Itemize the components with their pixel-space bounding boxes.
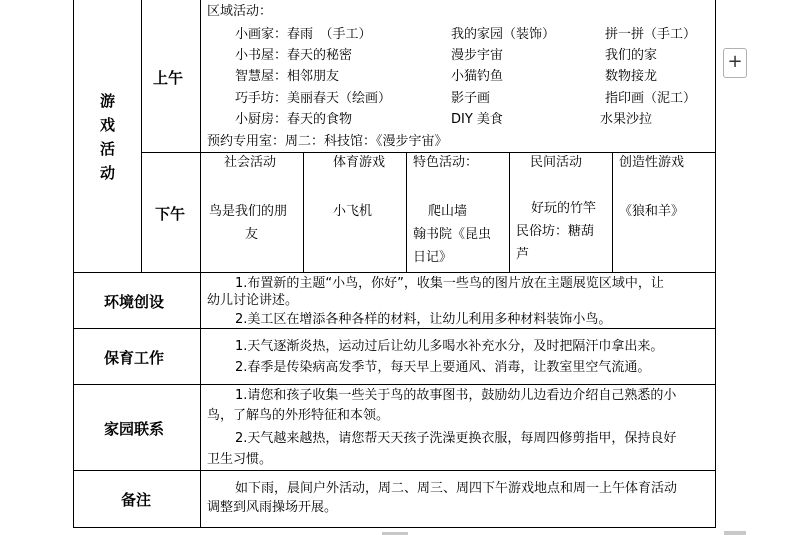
- area-activity-title: 区域活动：: [207, 4, 273, 19]
- bottom-toolbar-hint: [724, 531, 746, 535]
- care-work-line: 2.春季是传染病高发季节，每天早上要通风、消毒，让教室里空气流通。: [235, 360, 651, 375]
- area-item: 我们的家: [605, 48, 658, 63]
- home-contact-line: 卫生习惯。: [207, 452, 273, 467]
- pm-col-content: 好玩的竹竿: [531, 201, 597, 216]
- pm-col-header: 特色活动：: [413, 155, 479, 170]
- area-item: 指印画（泥工）: [605, 91, 697, 106]
- pm-col-content: 小飞机: [333, 204, 373, 219]
- pm-col-divider-2: [406, 152, 407, 272]
- home-contact-label: 家园联系: [104, 420, 165, 438]
- pm-col-divider-4: [612, 152, 613, 272]
- label-col-divider: [200, 0, 201, 528]
- plus-icon: +: [727, 51, 743, 72]
- am-label: 上午: [153, 69, 184, 87]
- area-item: 智慧屋：相邻朋友: [235, 69, 340, 84]
- env-setup-line: 2.美工区在增添各种各样的材料，让幼儿利用多种材料装饰小鸟。: [235, 312, 612, 327]
- env-setup-line: 幼儿讨论讲述。: [207, 293, 299, 308]
- pm-col-header: 体育游戏: [333, 155, 386, 170]
- area-item: 小画家：春雨 （手工）: [235, 27, 372, 42]
- area-item: 小书屋：春天的秘密: [235, 48, 353, 63]
- table-left-border: [73, 0, 74, 528]
- area-item: 巧手坊：美丽春天（绘画）: [235, 91, 392, 106]
- row-divider-care-home: [73, 384, 716, 385]
- pm-label: 下午: [155, 205, 186, 223]
- area-item: 拼一拼（手工）: [605, 27, 697, 42]
- area-item: 小厨房：春天的食物: [235, 112, 353, 127]
- game-label-char: 游: [100, 92, 116, 110]
- pm-col-content: 民俗坊：糖葫: [516, 224, 595, 239]
- table-bottom-border: [73, 527, 716, 528]
- remarks-line: 调整到风雨操场开展。: [207, 500, 338, 515]
- pm-col-divider-3: [509, 152, 510, 272]
- home-contact-line: 2.天气越来越热，请您帮天天孩子洗澡更换衣服，每周四修剪指甲，保持良好: [235, 431, 677, 446]
- remarks-label: 备注: [121, 491, 152, 509]
- area-item: 小猫钓鱼: [451, 69, 504, 84]
- label-col-divider-game: [141, 0, 142, 272]
- pm-col-divider-1: [303, 152, 304, 272]
- pm-col-content: 翰书院《昆虫: [413, 227, 492, 242]
- env-setup-label: 环境创设: [104, 293, 165, 311]
- home-contact-line: 鸟，了解鸟的外形特征和本领。: [207, 408, 390, 423]
- add-row-button[interactable]: [723, 48, 747, 78]
- env-setup-line: 1.布置新的主题“小鸟，你好”，收集一些鸟的图片放在主题展览区域中，让: [235, 276, 664, 291]
- pm-col-content: 友: [245, 227, 259, 242]
- pm-col-header: 社会活动: [224, 155, 277, 170]
- area-item: 影子画: [451, 91, 491, 106]
- am-pm-divider: [141, 152, 716, 153]
- pm-col-content: 日记》: [413, 250, 453, 265]
- remarks-line: 如下雨，晨间户外活动，周二、周三、周四下午游戏地点和周一上午体育活动: [235, 481, 678, 496]
- pm-col-content: 鸟是我们的朋: [209, 204, 288, 219]
- area-item: 数物接龙: [605, 69, 658, 84]
- area-item: 我的家园（装饰）: [451, 27, 556, 42]
- care-work-line: 1.天气逐渐炎热，运动过后让幼儿多喝水补充水分，及时把隔汗巾拿出来。: [235, 339, 664, 354]
- game-label-char: 戏: [100, 116, 116, 134]
- pm-col-header: 创造性游戏: [619, 155, 685, 170]
- game-label-char: 活: [100, 140, 116, 158]
- pm-col-content: 爬山墙: [428, 204, 468, 219]
- area-item: DIY 美食: [451, 112, 503, 127]
- pm-col-content: 芦: [516, 247, 530, 262]
- home-contact-line: 1.请您和孩子收集一些关于鸟的故事图书，鼓励幼儿边看边介绍自己熟悉的小: [235, 388, 677, 403]
- area-item: 水果沙拉: [600, 112, 653, 127]
- row-divider-home-note: [73, 470, 716, 471]
- area-item: 漫步宇宙: [451, 48, 504, 63]
- pm-col-content: 《狼和羊》: [619, 204, 685, 219]
- booking-room-text: 预约专用室：周二：科技馆：《漫步宇宙》: [207, 134, 448, 149]
- game-label-char: 动: [100, 164, 116, 182]
- row-divider-game-env: [73, 272, 716, 273]
- table-right-border: [715, 0, 716, 528]
- care-work-label: 保育工作: [104, 349, 165, 367]
- pm-col-header: 民间活动: [530, 155, 583, 170]
